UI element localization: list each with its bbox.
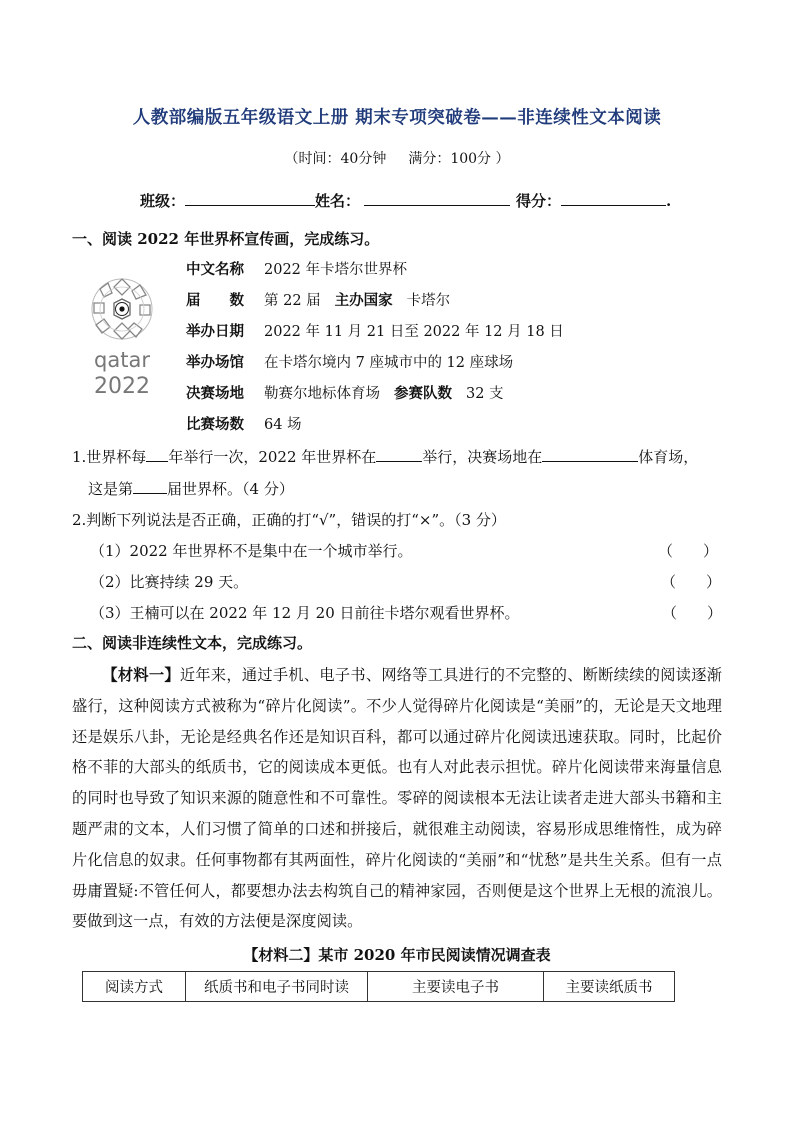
logo-year: 2022 — [94, 374, 150, 399]
survey-table — [82, 971, 675, 1002]
qatar-2022-logo — [80, 265, 164, 405]
info-row-dates: 举办日期 2022 年 11 月 21 日至 2022 年 12 月 18 日 — [186, 323, 564, 340]
worldcup-info-table — [186, 254, 564, 440]
q1-blank-years[interactable] — [146, 446, 168, 462]
page-title: 人教部编版五年级语文上册 期末专项突破卷——非连续性文本阅读 — [132, 108, 662, 128]
q1-blank-country[interactable] — [376, 446, 422, 462]
q2-item-1: （1）2022 年世界杯不是集中在一个城市举行。 — [90, 542, 413, 560]
q2-item-3-answer[interactable]: （ ） — [662, 604, 723, 622]
q2-item-3: （3）王楠可以在 2022 年 12 月 20 日前往卡塔尔观看世界杯。 — [90, 604, 520, 622]
info-row-name: 中文名称 2022 年卡塔尔世界杯 — [186, 261, 408, 278]
exam-time: （时间：40分钟 — [284, 151, 387, 167]
exam-score: 满分：100分 ） — [408, 151, 510, 167]
info-row-matches: 比赛场数 64 场 — [186, 416, 302, 433]
score-blank[interactable] — [561, 190, 666, 206]
exam-meta — [0, 148, 794, 168]
q1-blank-stadium[interactable] — [542, 446, 638, 462]
section1-heading: 一、阅读 2022 年世界杯宣传画，完成练习。 — [72, 230, 380, 248]
student-info-row — [140, 190, 671, 211]
class-blank[interactable] — [185, 190, 315, 206]
name-blank[interactable] — [364, 190, 510, 206]
info-row-final: 决赛场地 勒赛尔地标体育场 参赛队数 32 支 — [186, 385, 504, 402]
question-2: 2.判断下列说法是否正确，正确的打“√”，错误的打“×”。（3 分） — [72, 511, 506, 529]
info-row-edition: 届 数 第 22 届 主办国家 卡塔尔 — [186, 292, 451, 309]
q2-item-2: （2）比赛持续 29 天。 — [90, 573, 249, 591]
section2-heading: 二、阅读非连续性文本，完成练习。 — [72, 634, 313, 652]
name-label: 姓名： — [315, 192, 361, 210]
q2-item-2-answer[interactable]: （ ） — [661, 573, 722, 591]
table-header-cell: 主要读电子书 — [368, 972, 544, 1002]
table-header-cell: 纸质书和电子书同时读 — [186, 972, 368, 1002]
q1-blank-edition[interactable] — [133, 478, 167, 494]
table-header-cell: 主要读纸质书 — [544, 972, 675, 1002]
end-mark: . — [666, 192, 672, 210]
material-1-paragraph — [72, 660, 722, 937]
question-1-line1: 1.世界杯每 年举行一次，2022 年世界杯在 举行，决赛场地在 体育场， — [72, 448, 699, 466]
logo-word: qatar — [94, 348, 150, 372]
info-row-venues: 举办场馆 在卡塔尔境内 7 座城市中的 12 座球场 — [186, 354, 514, 371]
material-1-text: 近年来，通过手机、电子书、网络等工具进行的不完整的、断断续续的阅读逐渐盛行，这种阅读方式被称为“碎片化阅读”。不少人觉得碎片化阅读是“美丽”的，无论是天文地理还是娱乐八卦，无论是经典名作还是知识百科，都可以通过碎片化阅读迅速获取。同时，比起价格不菲的大部头的纸质书，它的阅读成本更低。也有人对此表示担忧。碎片化阅读带来海量信息的同时也导致了知识来源的随意性和不可靠性。零碎的阅读根本无法让读者走进大部头书籍和主题严肃的文本，人们习惯了简单的口述和拼接后，就很难主动阅读，容易形成思维惰性，成为碎片化信息的奴隶。任何事物都有其两面性，碎片化阅读的“美丽”和“忧愁”是共生关系。但有一点毋庸置疑:不管任何人，都要想办法去构筑自己的精神家园，否则便是这个世界上无根的流浪儿。要做到这一点，有效的方法便是深度阅读。 — [72, 666, 723, 931]
material-1-label: 【材料一】 — [102, 666, 180, 684]
score-label: 得分： — [516, 192, 562, 210]
q2-item-1-answer[interactable]: （ ） — [658, 542, 719, 560]
material-2-title: 【材料二】某市 2020 年市民阅读情况调查表 — [243, 946, 551, 964]
table-row — [83, 972, 675, 1002]
table-header-cell: 阅读方式 — [83, 972, 186, 1002]
question-1-line2: 这是第 届世界杯。（4 分） — [88, 480, 294, 498]
class-label: 班级： — [140, 192, 186, 210]
